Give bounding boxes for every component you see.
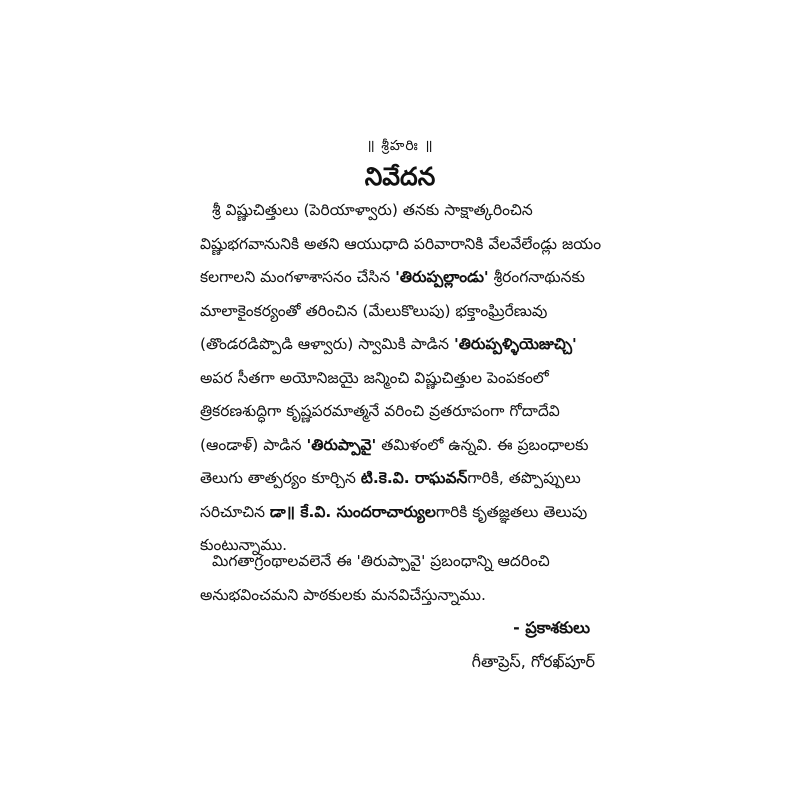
paragraph-1: [200, 194, 610, 563]
work-title-tiruppavai: 'తిరుప్పావై': [306, 435, 377, 454]
text-line: అపర సీతగా అయోనిజయై జన్మించి విష్ణుచిత్తుల పెంపకంలో: [200, 368, 549, 387]
text-line: తెలుగు తాత్పర్యం కూర్చిన టి.కె.వి. రాఘవన్గారికి, తప్పొప్పులు: [200, 469, 581, 487]
text-line: (తొండరడిప్పొడి ఆళ్వారు) స్వామికి పాడిన 'తిరుప్పళ్ళియెజుచ్చి': [200, 335, 577, 353]
text-line: సరిచూచిన డా॥ కే.వి. సుందరాచార్యులగారికి కృతజ్ఞతలు తెలుపు: [200, 502, 588, 521]
invocation: ॥ శ్రీహరిః ॥: [366, 138, 434, 154]
text-line: విష్ణుభగవానునికి అతని ఆయుధాది పరివారానికి వేలవేలేండ్లు జయం: [200, 234, 602, 253]
text-line: మాలాకైంకర్యంతో తరించిన (మేలుకొలుపు) భక్తాంఘ్రిరేణువు: [200, 301, 548, 320]
signature-publisher: - ప్రకాశకులు: [513, 618, 590, 637]
text-line: కలగాలని మంగళాశాసనం చేసిన 'తిరుప్పల్లాండు' శ్రీరంగనాథునకు: [200, 268, 585, 286]
text-line: శ్రీ విష్ణుచిత్తులు (పెరియాళ్వారు) తనకు సాక్షాత్కరించిన: [212, 201, 533, 219]
text-line: అనుభవించమని పాఠకులకు మనవిచేస్తున్నాము.: [200, 585, 486, 604]
signature-location: గీతాప్రెస్, గోరఖ్‌పూర్: [471, 652, 595, 671]
work-title-tiruppalliyezhuchi: 'తిరుప్పళ్ళియెజుచ్చి': [453, 335, 577, 353]
text-line: (ఆండాళ్) పాడిన 'తిరుప్పావై' తమిళంలో ఉన్నవి. ఈ ప్రబంధాలకు: [200, 435, 589, 454]
reviewer-name: డా॥ కే.వి. సుందరాచార్యుల: [269, 502, 436, 521]
page-title: నివేదన: [364, 162, 436, 191]
text-line: మిగతాగ్రంథాలవలెనే ఈ 'తిరుప్పావై' ప్రబంధాన్ని ఆదరించి: [212, 552, 550, 570]
text-line: త్రికరణశుద్ధిగా కృష్ణపరమాత్మనే వరించి వ్రతరూపంగా గోదాదేవి: [200, 402, 560, 420]
paragraph-2: [200, 545, 610, 612]
translator-name: టి.కె.వి. రాఘవన్: [360, 469, 468, 487]
text-line: కుంటున్నాము.: [200, 536, 288, 554]
work-title-tiruppallandu: 'తిరుప్పల్లాండు': [395, 268, 489, 286]
